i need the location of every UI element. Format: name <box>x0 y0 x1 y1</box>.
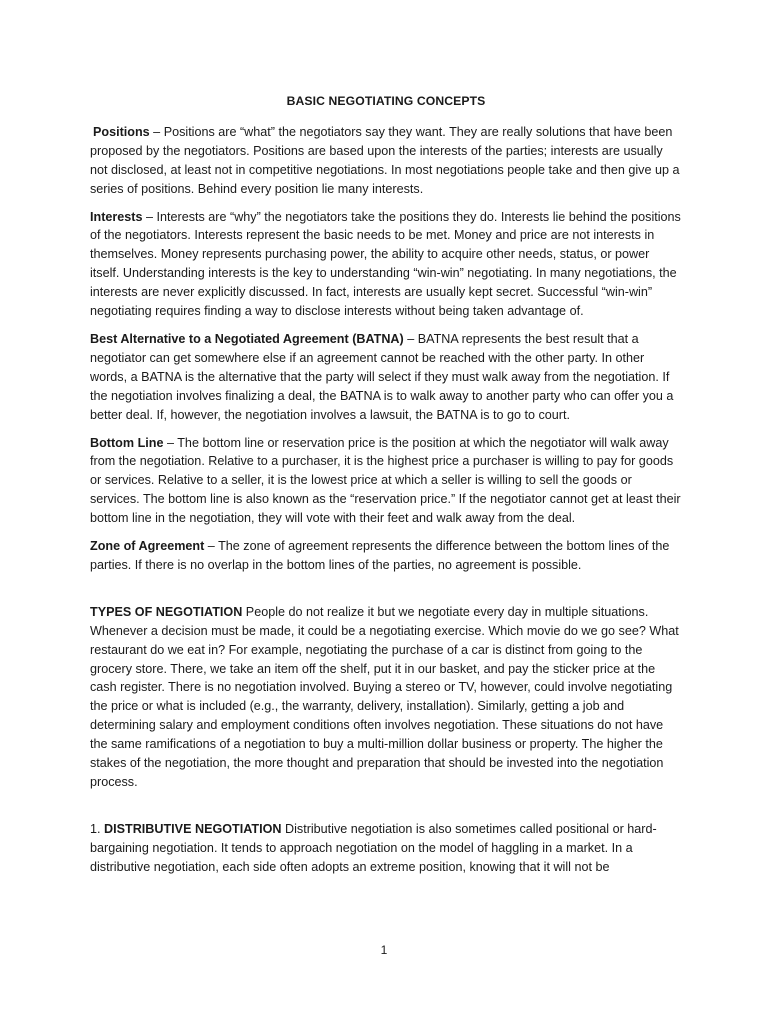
term-interests: Interests <box>90 209 143 224</box>
types-of-negotiation-text: People do not realize it but we negotiate every day in multiple situations. Whenever a decision must be made, it could be a negotiating exercise. Which movie do we go see? What restaurant do we eat in? For example, negotiating the purchase of a car is distinct from going to the grocery store. There, we take an item off the shelf, put it in our basket, and pay the sticker price at the cash register. There is no negotiation involved. Buying a stereo or TV, however, could involve negotiating the price or what is included (e.g., the warranty, delivery, installation). Similarly, getting a job and determining salary and employment conditions often involves negotiation. These situations do not have the same ramifications of a negotiation to buy a multi-million dollar business or property. The higher the stakes of the negotiation, the more thought and preparation that should be invested into the negotiation process. <box>90 604 679 789</box>
term-bottom-line: Bottom Line <box>90 435 164 450</box>
heading-distributive-negotiation: DISTRIBUTIVE NEGOTIATION <box>104 821 282 836</box>
paragraph-zone-of-agreement <box>90 537 682 575</box>
paragraph-bottom-line <box>90 434 682 529</box>
paragraph-batna <box>90 330 682 425</box>
definition-zone-of-agreement: – The zone of agreement represents the difference between the bottom lines of the parties. If there is no overlap in the bottom lines of the parties, no agreement is possible. <box>90 539 670 572</box>
paragraph-positions <box>90 123 682 199</box>
distributive-negotiation-text: Distributive negotiation is also sometimes called positional or hard-bargaining negotiation. It tends to approach negotiation on the model of haggling in a market. In a distributive negotiation, each side often adopts an extreme position, knowing that it will not be <box>90 821 657 874</box>
paragraph-distributive-negotiation <box>90 820 682 877</box>
paragraph-types-of-negotiation <box>90 603 682 792</box>
definition-interests: – Interests are “why” the negotiators take the positions they do. Interests lie behind the positions of the negotiators. Interests represent the basic needs to be met. Money and price are not interests in themselves. Money represents purchasing power, the ability to acquire other needs, status, or power itself. Understanding interests is the key to understanding “win-win” negotiating. In many negotiations, the interests are never explicitly discussed. In fact, interests are usually kept secret. Successful “win-win” negotiating requires finding a way to disclose interests without being taken advantage of. <box>90 209 681 319</box>
term-positions: Positions <box>93 124 150 139</box>
term-batna: Best Alternative to a Negotiated Agreement (BATNA) <box>90 331 404 346</box>
definition-positions: – Positions are “what” the negotiators say they want. They are really solutions that have been proposed by the negotiators. Positions are based upon the interests of the parties; interests are usually not disclosed, at least not in competitive negotiations. In most negotiations people take and then give up a series of positions. Behind every position lie many interests. <box>90 124 680 196</box>
blank-line <box>90 801 682 820</box>
page-number: 1 <box>380 943 388 957</box>
heading-types-of-negotiation: TYPES OF NEGOTIATION <box>90 604 243 619</box>
document-body <box>90 92 682 886</box>
blank-line <box>90 584 682 603</box>
section-number: 1. <box>90 821 105 836</box>
paragraph-interests <box>90 208 682 321</box>
definition-batna: – BATNA represents the best result that a negotiator can get somewhere else if an agreement cannot be reached with the other party. In other words, a BATNA is the alternative that the party will select if they must walk away from the negotiation. If the negotiation involves finalizing a deal, the BATNA is to walk away to another party who can offer you a better deal. If, however, the negotiation involves a lawsuit, the BATNA is to go to court. <box>90 331 674 422</box>
document-title: BASIC NEGOTIATING CONCEPTS <box>286 94 486 108</box>
definition-bottom-line: – The bottom line or reservation price is the position at which the negotiator will walk away from the negotiation. Relative to a purchaser, it is the highest price a purchaser is willing to pay for goods or services. Relative to a seller, it is the lowest price at which a seller is willing to sell the goods or services. The bottom line is also known as the “reservation price.” If the negotiator cannot get at least their bottom line in the negotiation, they will vote with their feet and walk away from the deal. <box>90 435 681 526</box>
term-zone-of-agreement: Zone of Agreement <box>90 539 205 554</box>
